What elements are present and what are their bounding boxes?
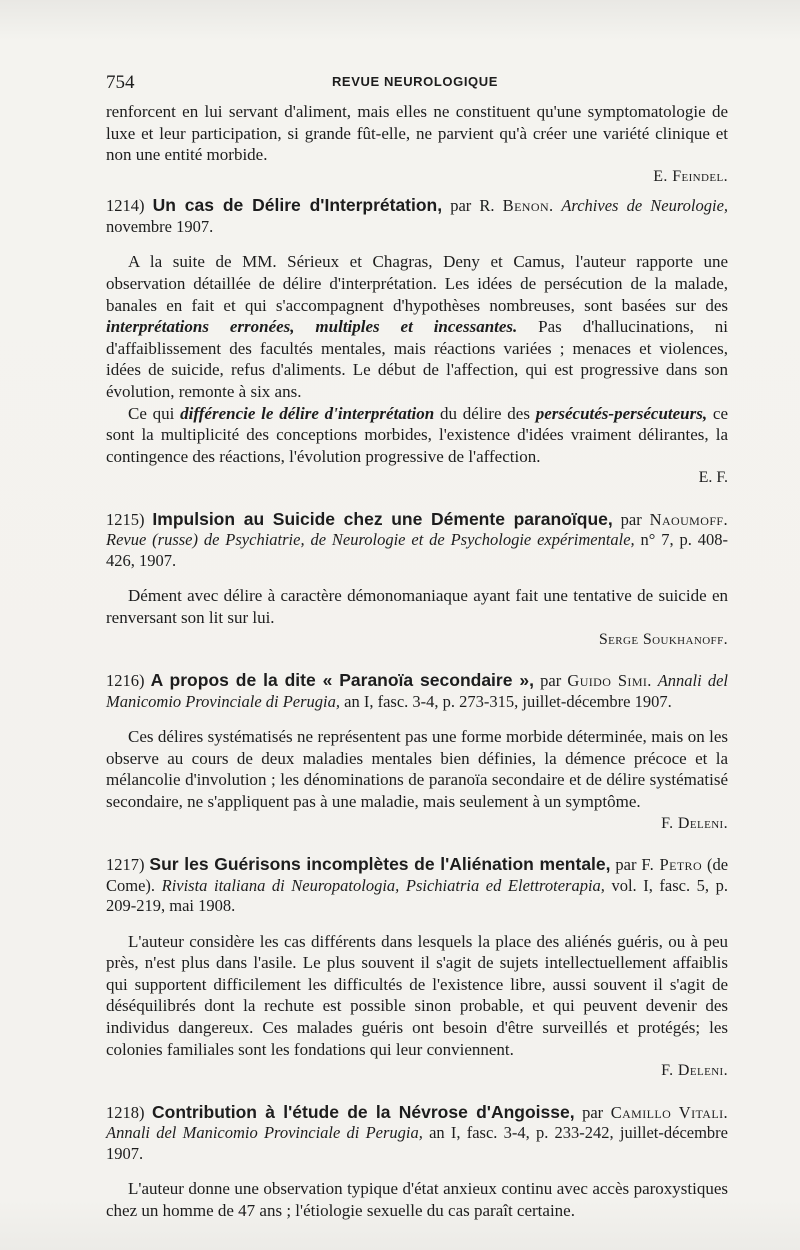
entry-author: Guido Simi. [567,671,652,691]
entry-1216-paragraph-1: Ces délires systématisés ne représentent pas une forme morbide déterminée, mais on les observe au cours de deux maladies mentales bien définies, la démence précoce et la mélancolie d'involution ; les dénominations de paranoïa secondaire et de délire systématisé secondaire, ne s'appliquent pas à une maladie, mais seulement à un symptôme. [106,727,728,811]
entry-1218-paragraph-1: L'auteur donne une observation typique d'état anxieux continu avec accès paroxystiques chez un homme de 47 ans ; l'étiologie sexuelle du cas paraît certaine. [106,1179,728,1220]
running-header [106,72,724,96]
entry-title: Sur les Guérisons incomplètes de l'Aliénation mentale, [149,854,611,875]
entry-1218-heading: 1218) Contribution à l'étude de la Névrose d'Angoisse, par Camillo Vitali. Annali del Manicomio Provinciale di Perugia, an I, fasc. 3-4, p. 233-242, juillet-décembre 1907. [106,1101,728,1163]
running-title: REVUE NEUROLOGIQUE [331,74,499,89]
entry-number: 1214) [106,196,145,216]
entry-author: Camillo Vitali. [610,1102,728,1122]
entry-number: 1218) [106,1102,145,1122]
entry-1215-signature: Serge Soukhanoff. [598,630,728,648]
entry-title: Un cas de Délire d'Interprétation, [152,195,443,216]
entry-title: Contribution à l'étude de la Névrose d'Angoisse, [152,1101,575,1122]
entry-1216-signature: F. Deleni. [661,814,728,832]
entry-1214-heading: 1214) Un cas de Délire d'Interprétation, par R. Benon. Archives de Neurologie, novembre 1907. [106,195,729,236]
entry-author: Benon. [502,196,554,216]
entry-1214-paragraph-1: A la suite de MM. Sérieux et Chagras, Deny et Camus, l'auteur rapporte une observation détaillée de délire d'interprétation. Les idées de persécution de la malade, banales en fait et qui s'accompagnent d'hypothèses nombreuses, sont basées sur des interprétations erronées, multiples et incessantes. Pas d'hallucinations, ni d'affaiblissement des facultés mentales, mais réactions variées ; menaces et violences, idées de suicide, refus d'aliments. Le début de l'affection, qui est progressive dans son évolution, remonte à six ans. [106,252,728,401]
entry-source: Archives de Neurologie, [553,196,729,216]
intro-paragraph: renforcent en lui servant d'aliment, mais elles ne constituent qu'une symptomatologie de luxe et leur participation, si grande fût-elle, ne parvient qu'à créer une variété clinique et non une entité morbide. [106,102,728,165]
entry-number: 1216) [106,671,145,691]
entry-title: A propos de la dite « Paranoïa secondaire », [150,670,534,691]
text-column [106,101,728,1222]
entry-title: Impulsion au Suicide chez une Démente paranoïque, [152,508,613,529]
entry-1214-paragraph-2: Ce qui différencie le délire d'interprétation du délire des persécutés-persécuteurs, ce sont la multiplicité des conceptions morbides, l'existence d'idées vraiment délirantes, la contingence des réactions, l'évolution progressive de l'affection. [106,403,728,466]
intro-signature: E. Feindel. [653,167,728,185]
entry-1215-heading: 1215) Impulsion au Suicide chez une Démente paranoïque, par Naoumoff. Revue (russe) de Psychiatrie, de Neurologie et de Psychologie expérimentale, n° 7, p. 408-426, 1907. [106,508,729,570]
entry-1215-paragraph-1: Dément avec délire à caractère démonomaniaque ayant fait une tentative de suicide en renversant son lit sur lui. [106,586,728,627]
entry-1217-heading: 1217) Sur les Guérisons incomplètes de l'Aliénation mentale, par F. Petro (de Come). Rivista italiana di Neuropatologia, Psichiatria ed Elettroterapia, vol. I, fasc. 5, p. 209-219, mai 1908. [106,854,729,916]
entry-author: Naoumoff. [649,509,728,529]
page-number: 754 [106,72,135,93]
entry-author: F. Petro [641,855,703,875]
entry-1217-signature: F. Deleni. [661,1062,728,1080]
entry-source: Annali del Manicomio Provinciale di Perugia, [106,1123,423,1143]
entry-number: 1215) [106,509,145,529]
entry-source: Revue (russe) de Psychiatrie, de Neurologie et de Psychologie expérimentale, [106,530,635,550]
entry-1214-signature: E. F. [698,469,728,487]
entry-number: 1217) [106,855,145,875]
entry-1216-heading: 1216) A propos de la dite « Paranoïa secondaire », par Guido Simi. Annali del Manicomio Provinciale di Perugia, an I, fasc. 3-4, p. 273-315, juillet-décembre 1907. [106,670,729,711]
entry-source: Annali del Manicomio Provinciale di Perugia, [106,671,729,711]
entry-source: Rivista italiana di Neuropatologia, Psichiatria ed Elettroterapia, [155,875,605,895]
entry-1217-paragraph-1: L'auteur considère les cas différents dans lesquels la place des aliénés guéris, ou à peu près, n'est plus dans l'asile. Le plus souvent il s'agit de sujets intellectuellement affaiblis qui supportent difficilement les difficultés de l'existence libre, aussi souvent il s'agit de déséquilibrés dont la rechute est possible sinon probable, et qui peuvent devenir des individus dangereux. Ces malades guéris ont besoin d'être surveillés et protégés; les colonies familiales sont les fondations qui leur conviennent. [106,931,728,1059]
